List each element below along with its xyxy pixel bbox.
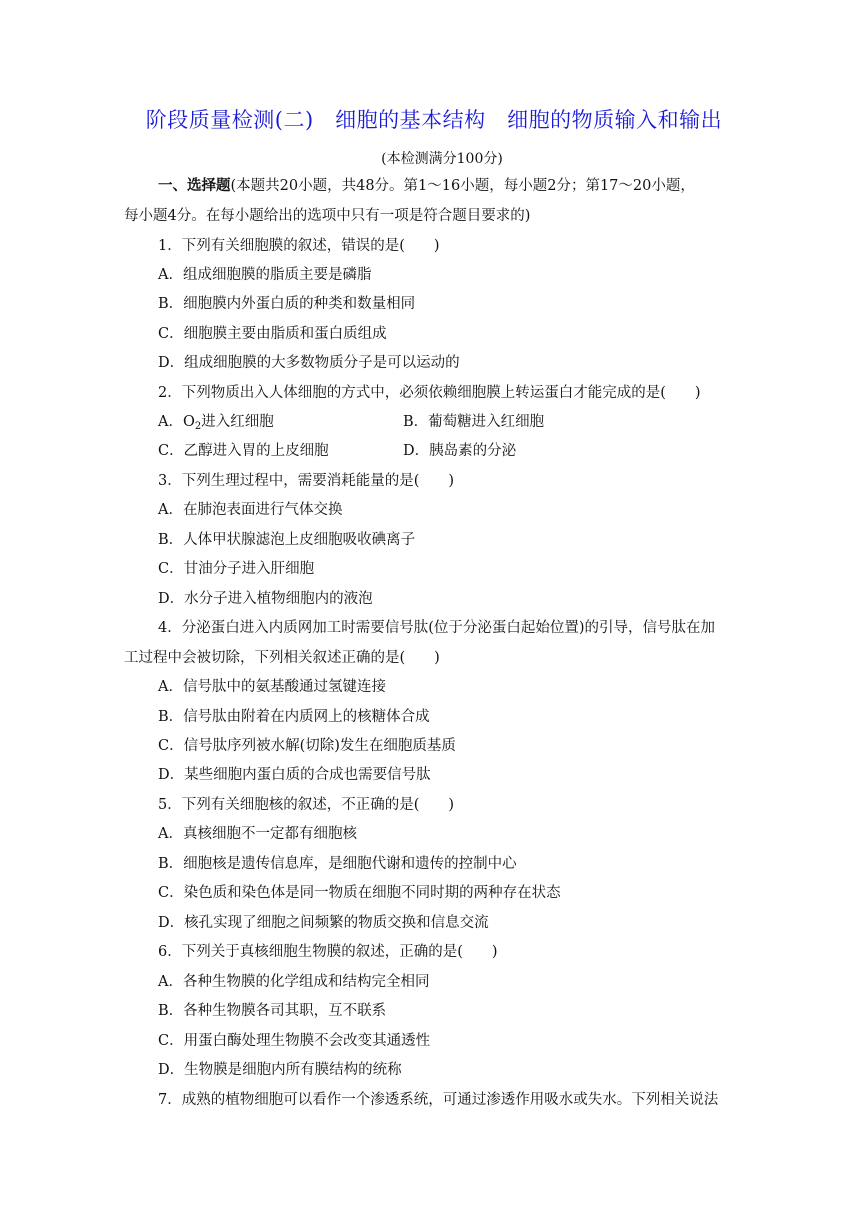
q3-option-b: B．人体甲状腺滤泡上皮细胞吸收碘离子 — [158, 532, 416, 548]
q3-option-c: C．甘油分子进入肝细胞 — [158, 561, 315, 577]
q2-option-a — [158, 412, 274, 432]
q6-stem: 6．下列关于真核细胞生物膜的叙述，正确的是( ) — [158, 944, 498, 960]
q4-stem-line-2: 工过程中会被切除，下列相关叙述正确的是( ) — [124, 650, 440, 666]
q2-option-c: C．乙醇进入胃的上皮细胞 — [158, 443, 329, 459]
q3-option-a: A．在肺泡表面进行气体交换 — [158, 502, 343, 518]
q1-option-b: B．细胞膜内外蛋白质的种类和数量相同 — [158, 296, 416, 312]
q6-option-a: A．各种生物膜的化学组成和结构完全相同 — [158, 974, 430, 990]
q2-stem: 2．下列物质出入人体细胞的方式中，必须依赖细胞膜上转运蛋白才能完成的是( ) — [158, 385, 701, 401]
q5-option-a: A．真核细胞不一定都有细胞核 — [158, 826, 357, 842]
page-subtitle: (本检测满分100分) — [381, 151, 503, 167]
section-intro-line-1 — [158, 176, 695, 196]
q3-stem: 3．下列生理过程中，需要消耗能量的是( ) — [158, 473, 455, 489]
q4-stem-line-1: 4．分泌蛋白进入内质网加工时需要信号肽(位于分泌蛋白起始位置)的引导，信号肽在加 — [158, 620, 716, 636]
q5-option-b: B．细胞核是遗传信息库，是细胞代谢和遗传的控制中心 — [158, 856, 517, 872]
q2-option-b: B．葡萄糖进入红细胞 — [403, 414, 545, 430]
q5-option-c: C．染色质和染色体是同一物质在细胞不同时期的两种存在状态 — [158, 885, 561, 901]
q6-option-b: B．各种生物膜各司其职，互不联系 — [158, 1003, 387, 1019]
section-intro-text-1: (本题共20小题，共48分。第1～16小题，每小题2分；第17～20小题， — [230, 178, 695, 194]
q5-stem: 5．下列有关细胞核的叙述，不正确的是( ) — [158, 797, 455, 813]
q1-option-a: A．组成细胞膜的脂质主要是磷脂 — [158, 267, 372, 283]
section-intro-line-2: 每小题4分。在每小题给出的选项中只有一项是符合题目要求的) — [124, 208, 531, 224]
q2-option-a-prefix: A．O — [158, 414, 195, 430]
q4-option-b: B．信号肽由附着在内质网上的核糖体合成 — [158, 709, 430, 725]
section-heading: 一、选择题 — [158, 177, 231, 194]
q7-stem: 7．成熟的植物细胞可以看作一个渗透系统，可通过渗透作用吸水或失水。下列相关说法 — [158, 1092, 719, 1108]
q1-option-c: C．细胞膜主要由脂质和蛋白质组成 — [158, 326, 387, 342]
q4-option-a: A．信号肽中的氨基酸通过氢键连接 — [158, 679, 386, 695]
q4-option-c: C．信号肽序列被水解(切除)发生在细胞质基质 — [158, 738, 456, 754]
q6-option-d: D．生物膜是细胞内所有膜结构的统称 — [158, 1062, 402, 1078]
q1-option-d: D．组成细胞膜的大多数物质分子是可以运动的 — [158, 355, 460, 371]
q6-option-c: C．用蛋白酶处理生物膜不会改变其通透性 — [158, 1033, 431, 1049]
q2-option-a-subscript: 2 — [194, 421, 202, 432]
page-title: 阶段质量检测(二) 细胞的基本结构 细胞的物质输入和输出 — [145, 108, 723, 132]
q2-option-d: D．胰岛素的分泌 — [403, 443, 517, 459]
q1-stem: 1．下列有关细胞膜的叙述，错误的是( ) — [158, 238, 440, 254]
q2-option-a-suffix: 进入红细胞 — [201, 414, 274, 430]
q3-option-d: D．水分子进入植物细胞内的液泡 — [158, 591, 373, 607]
q4-option-d: D．某些细胞内蛋白质的合成也需要信号肽 — [158, 767, 431, 783]
q5-option-d: D．核孔实现了细胞之间频繁的物质交换和信息交流 — [158, 915, 489, 931]
